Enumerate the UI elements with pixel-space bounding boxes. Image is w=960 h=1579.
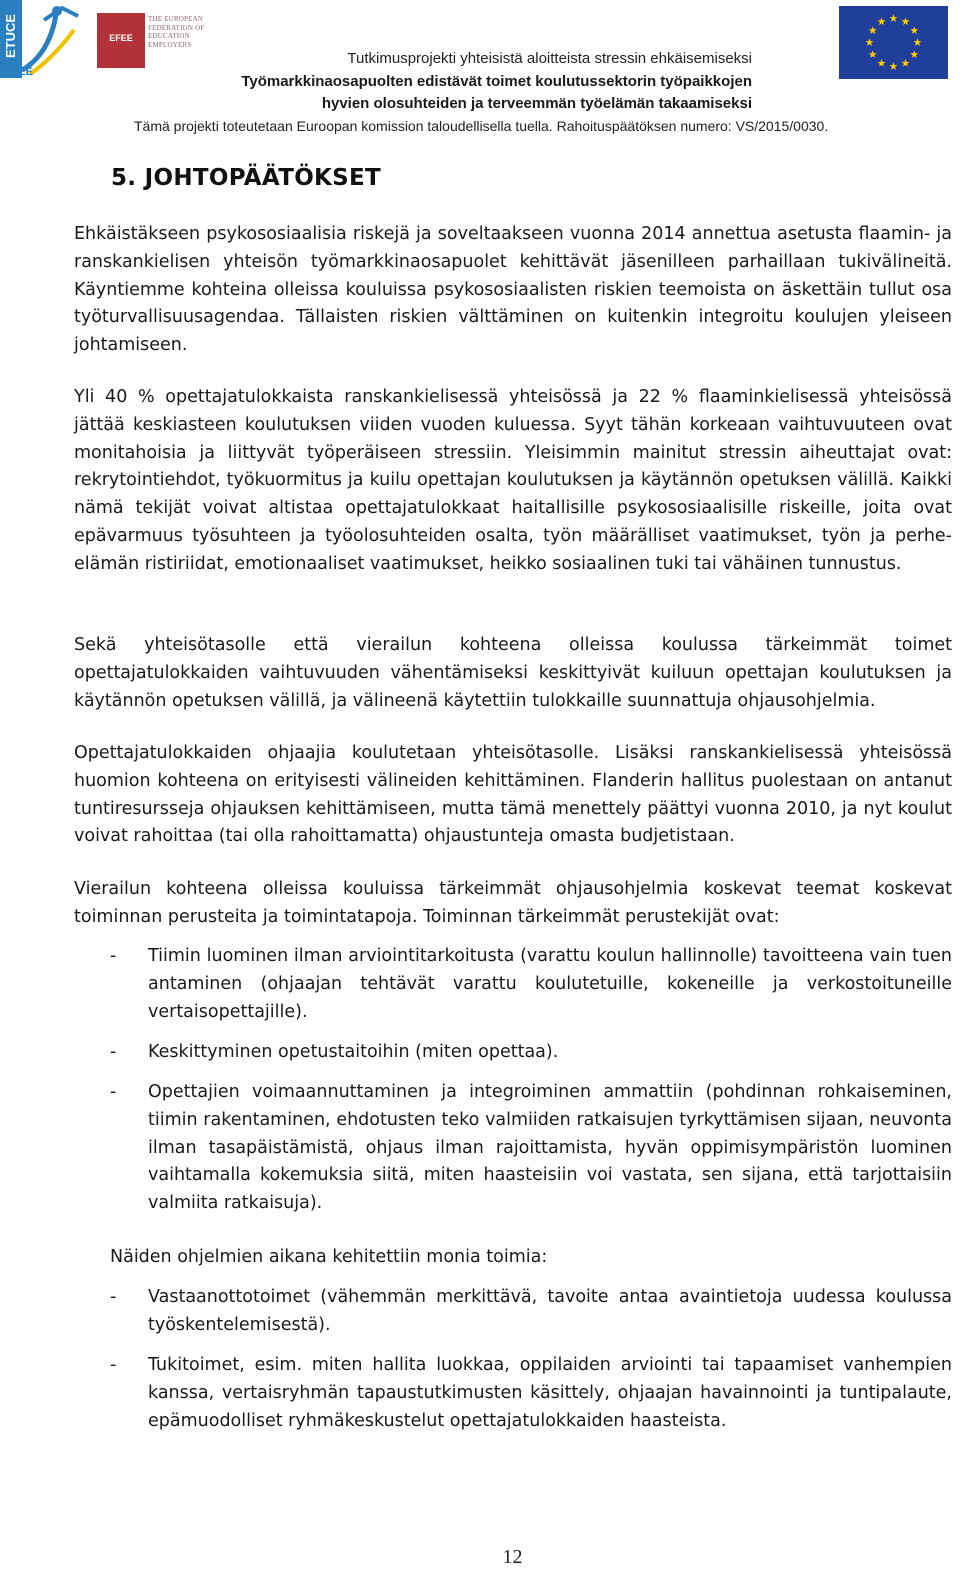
eu-star-icon	[866, 38, 874, 46]
paragraph-4: Opettajatulokkaiden ohjaajia koulutetaan yhteisötasolle. Lisäksi ranskankielisessä yhteisössä huomion kohteena on erityisesti välineiden kehittäminen. Flanderin hallitus puolestaan on antanut tuntiresursseja ohjauksen kehittämiseen, mutta tämä menettely päättyi vuonna 2010, ja nyt koulut voivat rahoittaa (tai olla rahoittamatta) ohjaustunteja omasta budjetistaan.	[74, 743, 952, 847]
eu-star-icon	[869, 50, 877, 58]
etuce-csee-logo	[0, 0, 80, 78]
efee-full-name: THE EUROPEAN FEDERATION OF EDUCATION EMPLOYERS	[148, 15, 205, 49]
list-item	[110, 943, 952, 1026]
list-dash: -	[110, 1287, 117, 1307]
list-item-text: Vastaanottotoimet (vähemmän merkittävä, tavoite antaa avaintietoja uudessa koulussa työskentelemisestä).	[148, 1287, 952, 1335]
header-line-2: Työmarkkinaosapuolten edistävät toimet koulutussektorin työpaikkojen	[241, 73, 752, 90]
csee-text: CSEE	[3, 66, 33, 78]
efee-logo	[97, 13, 212, 71]
eu-star-icon	[902, 59, 910, 67]
header-funding-note: Tämä projekti toteutetaan Euroopan komission taloudellisella tuella. Rahoituspäätöksen numero: VS/2015/0030.	[134, 118, 829, 134]
paragraph-3: Sekä yhteisötasolle että vierailun kohteena olleissa koulussa tärkeimmät toimet opettajatulokkaiden vaihtuvuuden vähentämiseksi keskittyivät kuiluun opettajan koulutuksen ja käytännön opetuksen välillä, ja välineenä käytettiin tulokkaille suunnattuja ohjausohjelmia.	[74, 635, 952, 711]
list-item	[110, 1284, 952, 1340]
list-item-text: Tukitoimet, esim. miten hallita luokkaa, oppilaiden arviointi tai tapaamiset vanhempien kanssa, vertaisryhmän tapaustutkimusten käsittely, ohjaajan havainnointi ja tuntipalaute, epämuodolliset ryhmäkeskustelut opettajatulokkaiden haasteista.	[148, 1355, 952, 1431]
eu-flag-icon	[839, 6, 948, 79]
paragraph-1: Ehkäistäkseen psykososiaalisia riskejä ja soveltaakseen vuonna 2014 annettua asetusta flaamin- ja ranskankielisen yhteisön työmarkkinaosapuolet kehittävät jäsenilleen parhaillaan tukivälineitä. Käyntiemme kohteina olleissa kouluissa psykososiaalisten riskien teemoista on äskettäin tullut osa työturvallisuusagendaa. Tällaisten riskien välttäminen on kuitenkin integroitu koulujen yleiseen johtamiseen.	[74, 224, 952, 356]
header-line-1: Tutkimusprojekti yhteisistä aloitteista stressin ehkäisemiseksi	[347, 50, 752, 67]
list-dash: -	[110, 1355, 117, 1375]
page-header	[0, 0, 960, 140]
list-item	[110, 1079, 952, 1218]
paragraph-2: Yli 40 % opettajatulokkaista ranskankielisessä yhteisössä ja 22 % flaaminkielisessä yhteisössä jättää keskiasteen koulutuksen viiden vuoden kuluessa. Syyt tähän korkeaan vaihtuvuuteen ovat monitahoisia ja liittyvät työperäiseen stressiin. Yleisimmin mainitut stressin aiheuttajat ovat: rekrytointiehdot, työkuormitus ja kuilu opettajan koulutuksen ja käytännön opetuksen välillä. Kaikki nämä tekijät voivat altistaa opettajatulokkaat haitallisille psykososiaalisille riskeille, joita ovat epävarmuus työsuhteen ja työolosuhteiden osalta, työn määrälliset vaatimukset, työn ja perhe-elämän ristiriidat, emotionaaliset vaatimukset, heikko sosiaalinen tuki tai vähäinen tunnustus.	[74, 387, 952, 574]
eu-star-icon	[890, 62, 898, 70]
list-item-text: Keskittyminen opetustaitoihin (miten opettaa).	[148, 1042, 559, 1062]
list-item	[110, 1039, 952, 1067]
eu-star-icon	[910, 26, 918, 34]
header-line-3: hyvien olosuhteiden ja terveemmän työelämän takaamiseksi	[321, 95, 752, 112]
page-number: 12	[502, 1546, 523, 1568]
list-dash: -	[110, 1042, 117, 1062]
list-dash: -	[110, 1082, 117, 1102]
eu-star-icon	[910, 50, 918, 58]
list-item-text: Opettajien voimaannuttaminen ja integroiminen ammattiin (pohdinnan rohkaiseminen, tiimin rakentaminen, ehdotusten teko valmiiden ratkaisujen tyrkyttämisen sijaan, neuvonta ilman tasapäistämistä, ohjaus ilman rajoittamista, hyvän oppimisympäristön luominen vaihtamalla kokemuksia siitä, miten haasteisiin voi vastata, sen sijana, että tarjottaisiin valmiita ratkaisuja).	[148, 1082, 952, 1214]
eu-star-icon	[878, 59, 886, 67]
eu-star-icon	[890, 14, 898, 22]
efee-red-box	[97, 13, 145, 68]
etuce-text: ETUCE	[3, 13, 18, 58]
eu-star-icon	[914, 38, 922, 46]
paragraph-5: Vierailun kohteena olleissa kouluissa tärkeimmät ohjausohjelmia koskevat teemat koskevat toiminnan perusteita ja toimintatapoja. Toiminnan tärkeimmät perustekijät ovat:	[74, 879, 952, 927]
list-item-text: Tiimin luominen ilman arviointitarkoitusta (varattu koulun hallinnolle) tavoitteena vain tuen antaminen (ohjaajan tehtävät varattu koulutetuille, kokeneille ja verkostoituneille vertaisopettajille).	[148, 946, 952, 1022]
paragraph-6: Näiden ohjelmien aikana kehitettiin monia toimia:	[110, 1247, 548, 1267]
list-item	[110, 1352, 952, 1435]
eu-star-icon	[869, 26, 877, 34]
list-dash: -	[110, 946, 117, 966]
section-title: 5. JOHTOPÄÄTÖKSET	[111, 165, 382, 191]
eu-star-icon	[902, 18, 910, 26]
efee-abbr: EFEE	[109, 33, 133, 43]
eu-star-icon	[878, 18, 886, 26]
